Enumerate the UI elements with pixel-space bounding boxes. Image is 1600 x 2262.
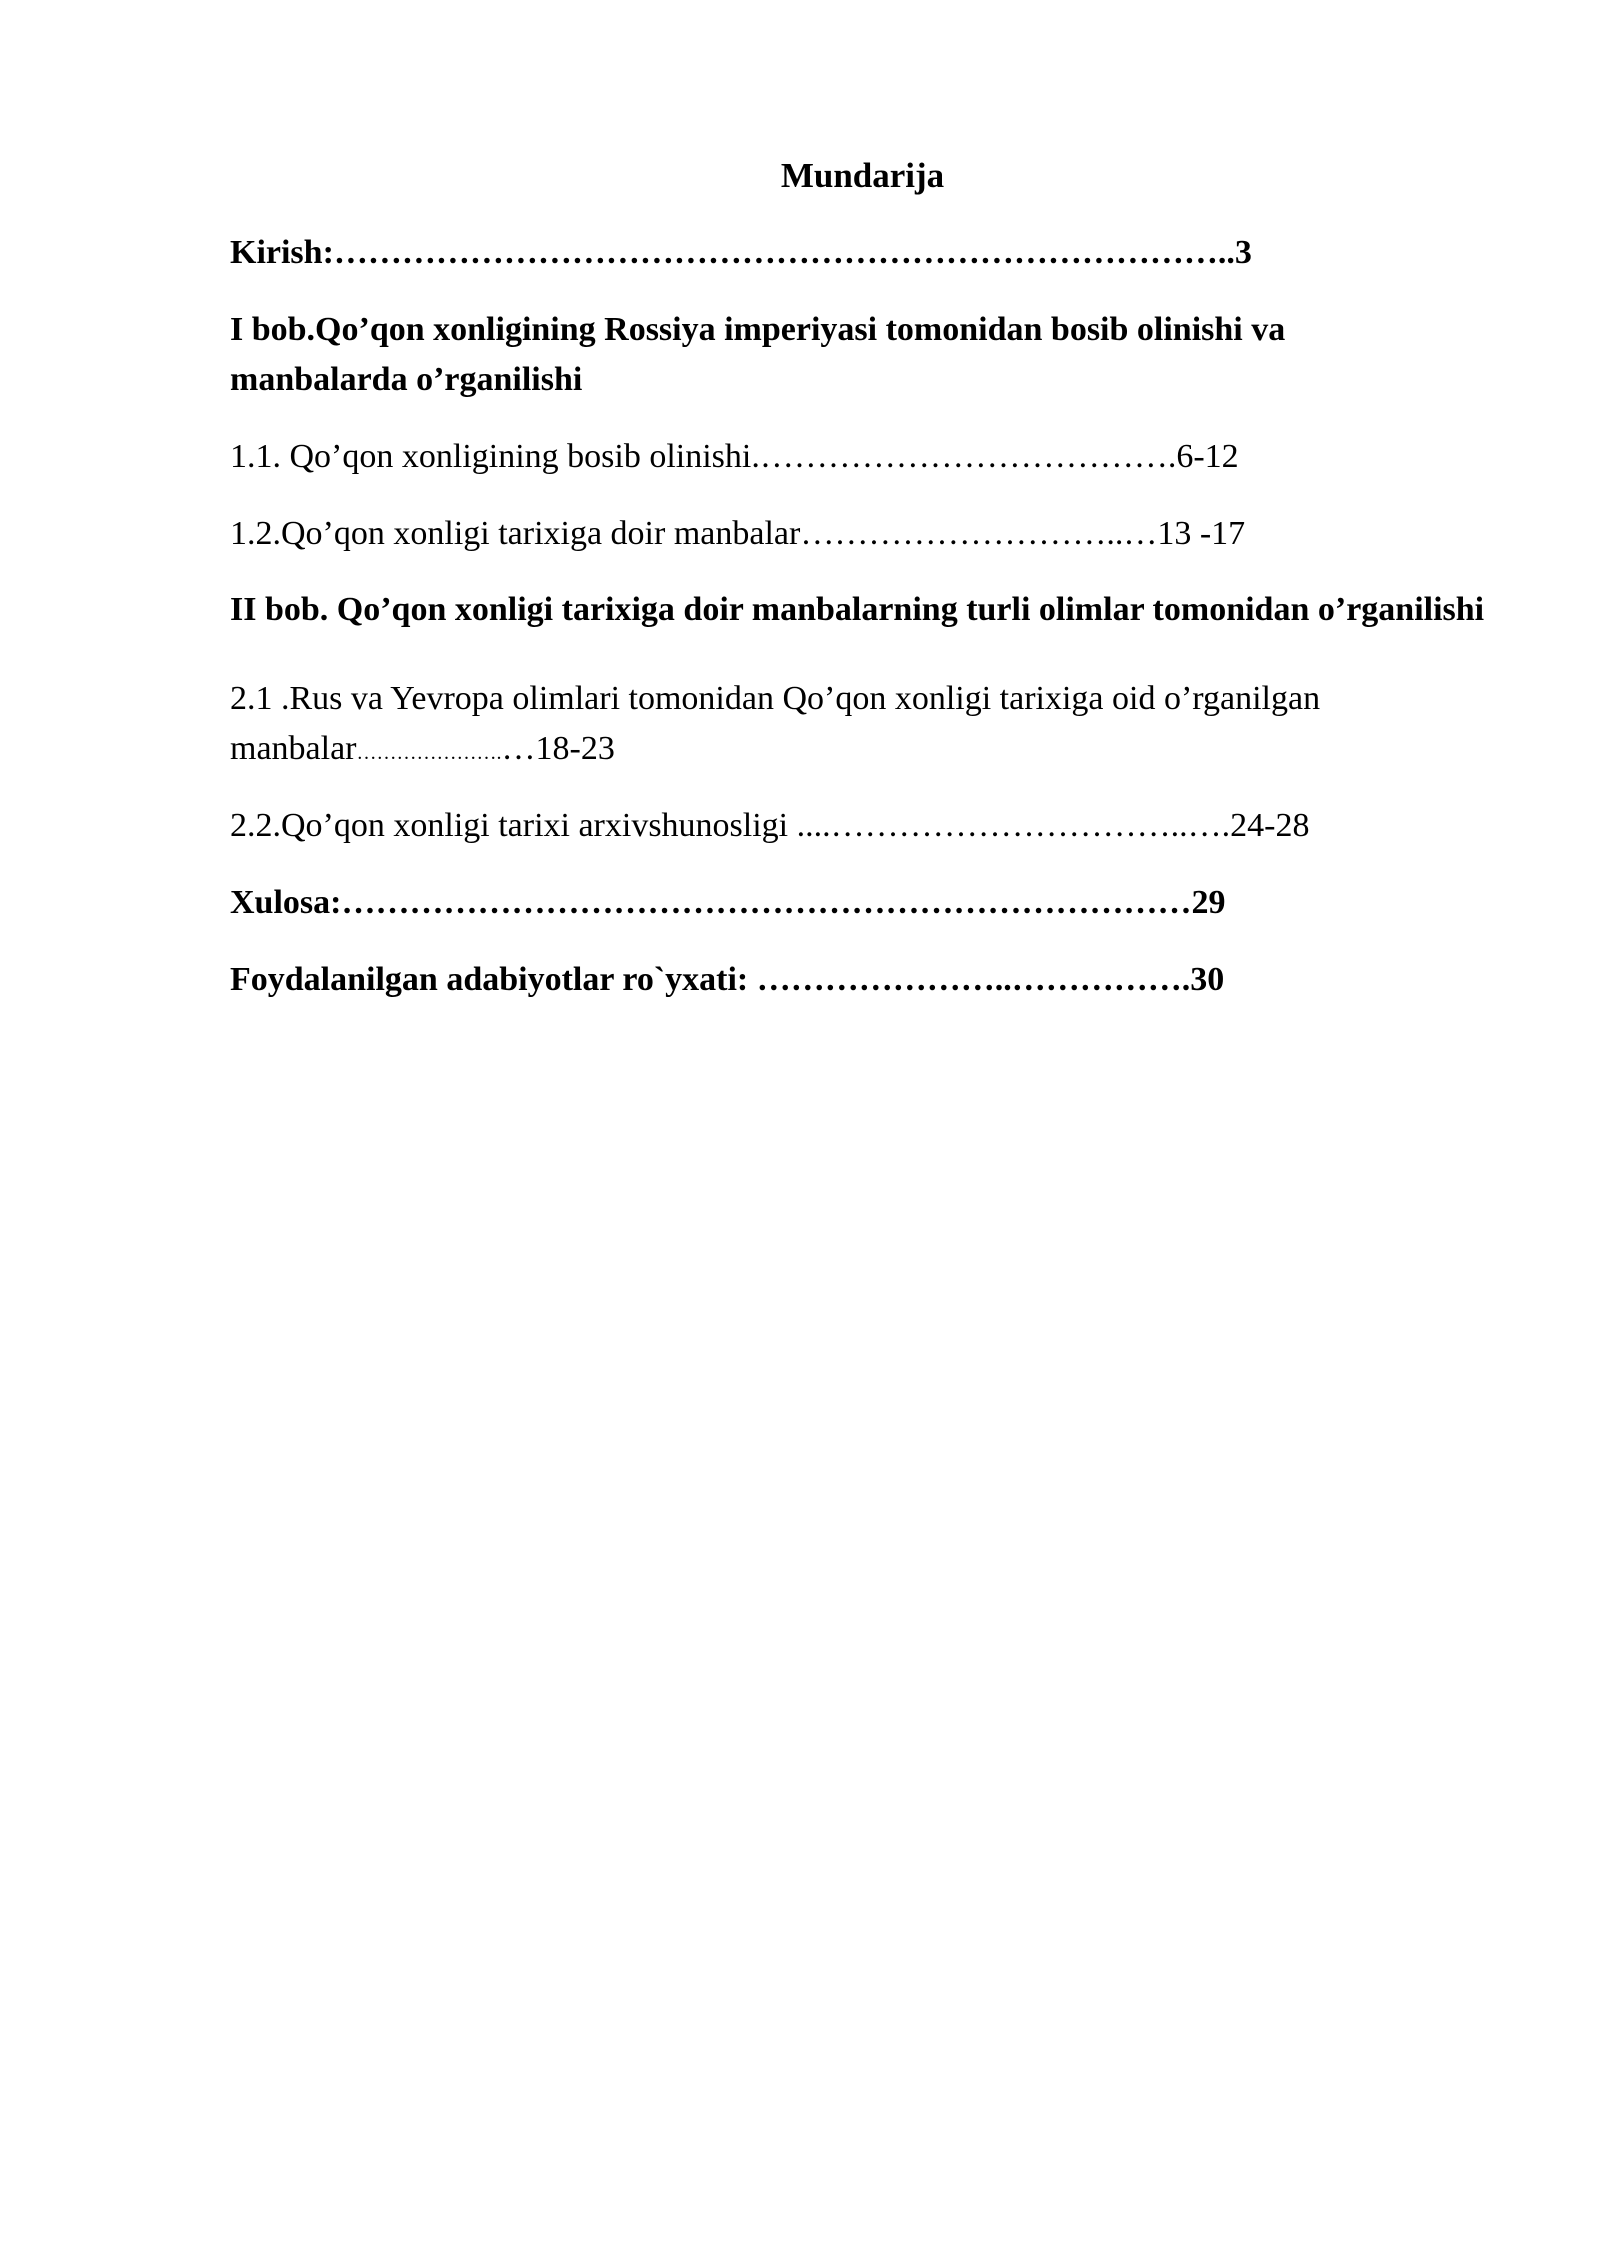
toc-entry-section-2-1-line-1: 2.1 .Rus va Yevropa olimlari tomonidan Qo’qon xonligi tarixiga oid o’rganilgan: [230, 680, 1321, 717]
toc-entry-section-2-1-pages: …18-23: [501, 730, 615, 767]
toc-entry-section-1-1: 1.1. Qo’qon xonligining bosib olinishi.……………………………….6-12: [230, 438, 1239, 475]
toc-entry-section-2-1-leader: ………………….: [356, 742, 502, 764]
toc-entry-chapter-1-line-2: manbalarda o’rganilishi: [230, 361, 583, 398]
toc-entry-section-2-1-main: manbalar: [230, 730, 357, 767]
toc-entry-section-2-1-line-2: [230, 724, 1495, 778]
toc-entry-section-1-2: 1.2.Qo’qon xonligi tarixiga doir manbalar………………………..…13 -17: [230, 515, 1246, 552]
toc-entry-conclusion: Xulosa:…………………………………………………………………29: [230, 884, 1226, 921]
toc-entry-chapter-1-line-1: I bob.Qo’qon xonligining Rossiya imperiyasi tomonidan bosib olinishi va: [230, 311, 1286, 348]
toc-entry-chapter-2: [230, 588, 1495, 631]
toc-entry-chapter-2-line-1: II bob. Qo’qon xonligi tarixiga doir manbalarning turli olimlar tomonidan: [230, 591, 1310, 628]
toc-entry-introduction: Kirish:……………………………………………………………………..3: [230, 234, 1252, 271]
toc-title: Mundarija: [780, 156, 945, 195]
toc-entry-section-2-2: 2.2.Qo’qon xonligi tarixi arxivshunosligi ....…………………………..….24-28: [230, 807, 1310, 844]
toc-entry-bibliography: Foydalanilgan adabiyotlar ro`yxati: …………………..…………….30: [230, 961, 1225, 998]
toc-entry-chapter-2-line-2: o’rganilishi: [1317, 591, 1485, 628]
